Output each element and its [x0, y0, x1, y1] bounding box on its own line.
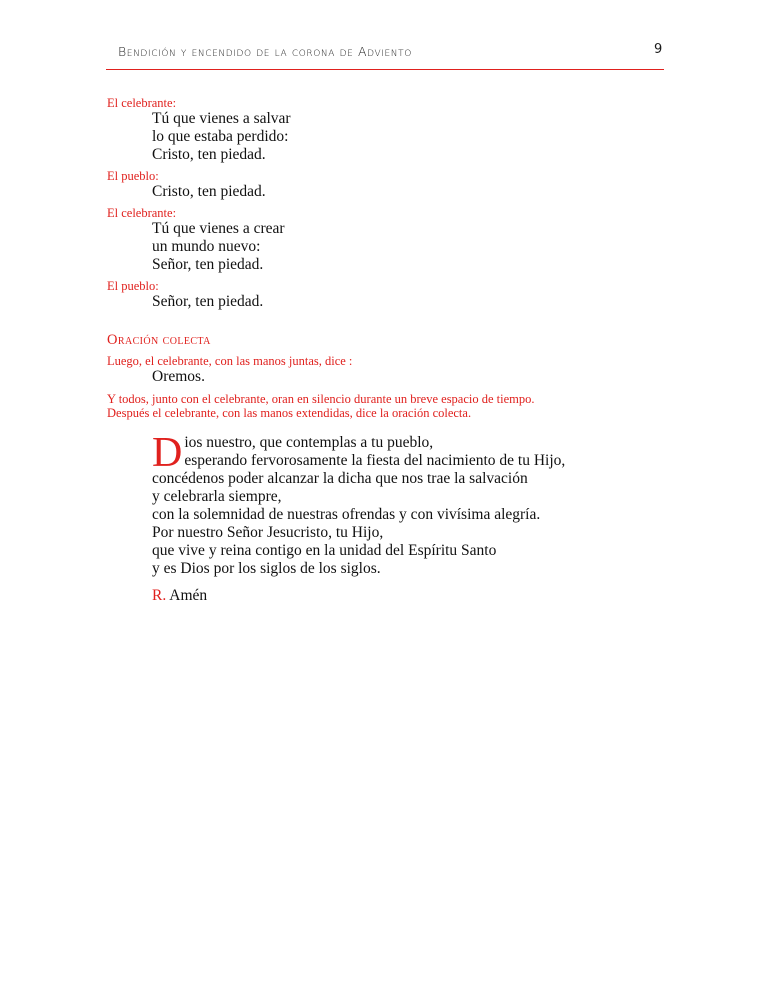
- speaker-label: El pueblo:: [107, 279, 159, 293]
- dialogue-block-2: [107, 169, 667, 201]
- prayer-line: Por nuestro Señor Jesucristo, tu Hijo,: [152, 524, 384, 541]
- rubric-instruction: Luego, el celebrante, con las manos juntas, dice :: [107, 354, 353, 368]
- response-text: Amén: [169, 587, 208, 604]
- rubric-silence: [107, 392, 667, 420]
- verse-line: Cristo, ten piedad.: [152, 146, 266, 163]
- speaker-label: El pueblo:: [107, 169, 159, 183]
- oremos-line: Oremos.: [152, 368, 205, 385]
- dialogue-block-4: [107, 279, 667, 311]
- prayer-line: y es Dios por los siglos de los siglos.: [152, 560, 381, 577]
- verse-line: Tú que vienes a crear: [152, 220, 285, 237]
- response-mark: R.: [152, 587, 167, 604]
- section-title: Oración colecta: [107, 332, 211, 348]
- rubric-line: Después el celebrante, con las manos extendidas, dice la oración colecta.: [107, 406, 472, 420]
- response-line: [152, 587, 667, 605]
- dialogue-block-3: [107, 206, 667, 274]
- verse-line: lo que estaba perdido:: [152, 128, 289, 145]
- prayer-line: ios nuestro, que contemplas a tu pueblo,: [184, 434, 434, 451]
- verse-line: Tú que vienes a salvar: [152, 110, 291, 127]
- speaker-label: El celebrante:: [107, 206, 177, 220]
- running-title: Bendición y encendido de la corona de Adviento: [118, 44, 412, 59]
- verse-line: Cristo, ten piedad.: [152, 183, 266, 200]
- header-rule: [106, 69, 664, 70]
- rubric-line: Y todos, junto con el celebrante, oran en silencio durante un breve espacio de tiempo.: [107, 392, 535, 406]
- verse-line: Señor, ten piedad.: [152, 256, 264, 273]
- page-number: 9: [654, 42, 663, 57]
- collect-prayer: [152, 430, 667, 578]
- verse-line: Señor, ten piedad.: [152, 293, 264, 310]
- verse-line: un mundo nuevo:: [152, 238, 261, 255]
- prayer-line: y celebrarla siempre,: [152, 488, 282, 505]
- prayer-line: que vive y reina contigo en la unidad del Espíritu Santo: [152, 542, 497, 559]
- page-content: [107, 96, 667, 605]
- prayer-line: concédenos poder alcanzar la dicha que nos trae la salvación: [152, 470, 528, 487]
- prayer-line: esperando fervorosamente la fiesta del nacimiento de tu Hijo,: [184, 452, 566, 469]
- dialogue-block-1: [107, 96, 667, 164]
- prayer-line: con la solemnidad de nuestras ofrendas y con vivísima alegría.: [152, 506, 541, 523]
- speaker-label: El celebrante:: [107, 96, 177, 110]
- drop-cap: D: [152, 430, 183, 476]
